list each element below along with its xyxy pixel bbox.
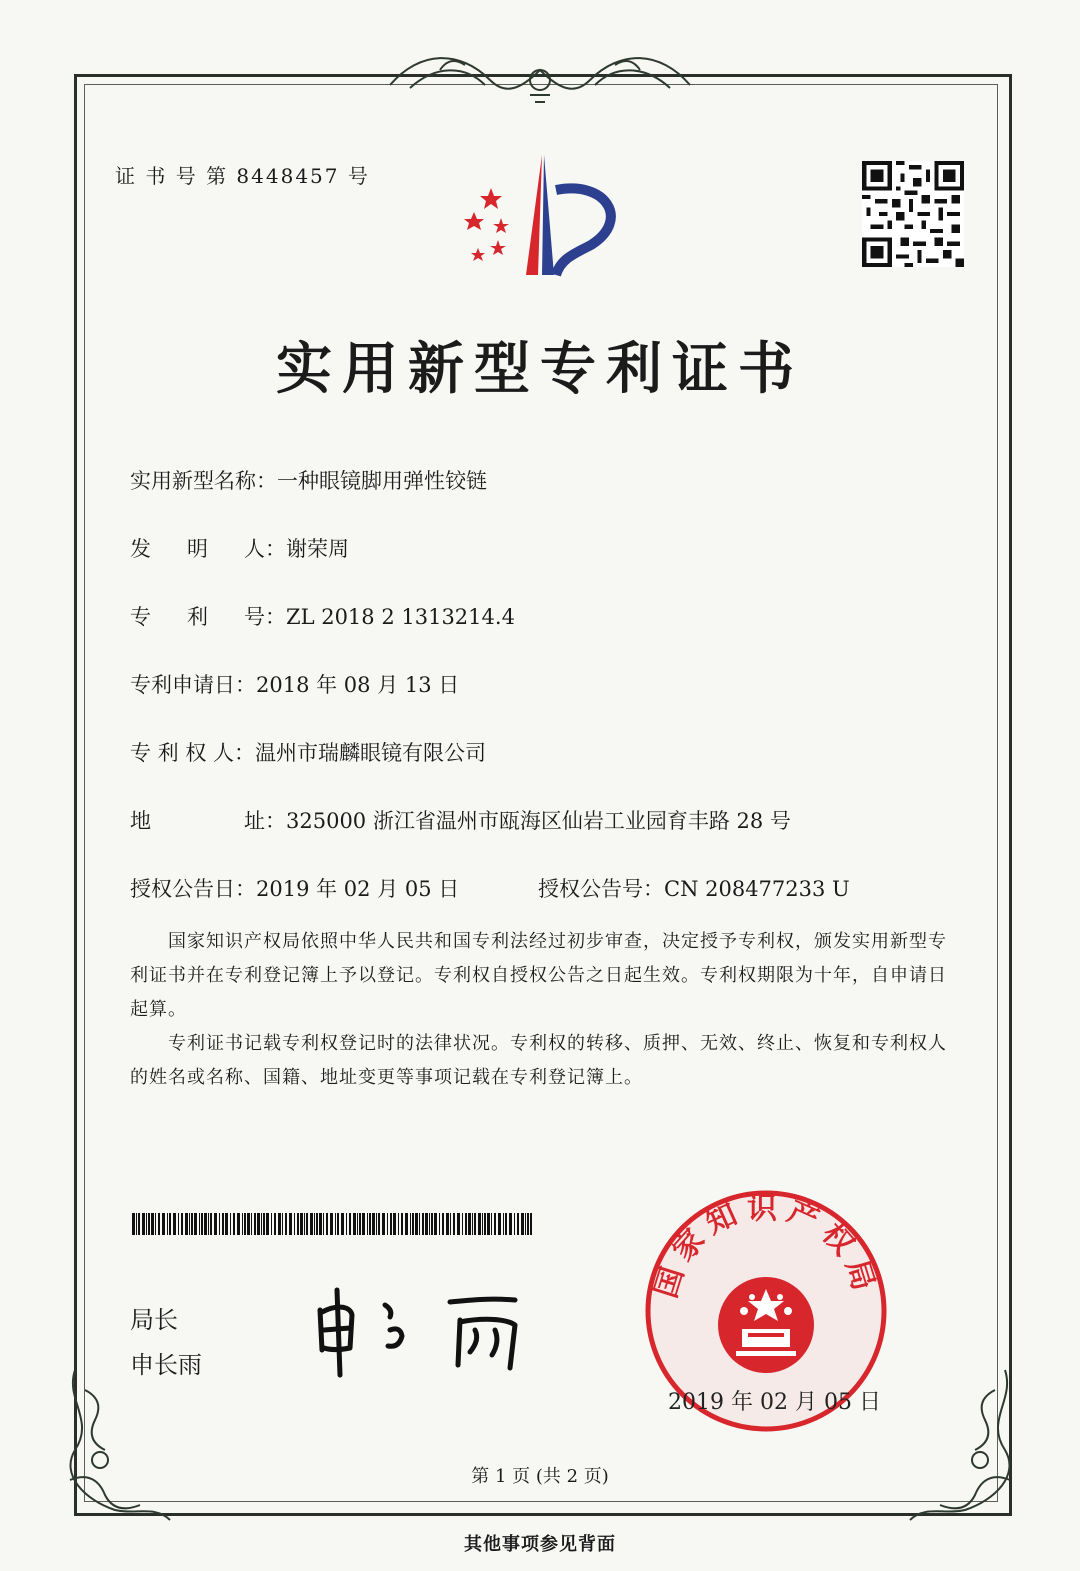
legal-text bbox=[130, 925, 950, 1095]
label-char: 发 bbox=[130, 537, 151, 561]
field-label: 授权公告日： bbox=[130, 877, 256, 901]
label-char: 址 bbox=[244, 809, 265, 833]
top-ornament-icon bbox=[380, 40, 700, 110]
field-label: 专 利 权 人： bbox=[130, 741, 256, 765]
legal-paragraph: 国家知识产权局依照中华人民共和国专利法经过初步审查，决定授予专利权，颁发实用新型专利证书并在专利登记簿上予以登记。专利权自授权公告之日起生效。专利权期限为十年，自申请日起算。 bbox=[130, 931, 947, 1020]
field-value: 温州市瑞麟眼镜有限公司 bbox=[255, 741, 487, 765]
legal-paragraph: 专利证书记载专利权登记时的法律状况。专利权的转移、质押、无效、终止、恢复和专利权人的姓名或名称、国籍、地址变更等事项记载在专利登记簿上。 bbox=[130, 1033, 947, 1088]
field-filing-date bbox=[130, 669, 459, 699]
field-patentee bbox=[130, 737, 486, 767]
field-label bbox=[130, 805, 265, 835]
field-value: 2019 年 02 月 05 日 bbox=[256, 877, 460, 901]
field-patent-number bbox=[130, 601, 515, 631]
field-label: 专利申请日： bbox=[130, 673, 256, 697]
handwritten-signature-icon bbox=[310, 1280, 550, 1380]
field-value: 谢荣周 bbox=[286, 537, 349, 561]
label-colon: ： bbox=[265, 809, 286, 833]
label-char: 明 bbox=[187, 537, 208, 561]
page-number: 第 1 页 (共 2 页) bbox=[471, 1466, 609, 1487]
field-value: ZL 2018 2 1313214.4 bbox=[286, 605, 515, 629]
field-label bbox=[130, 533, 265, 563]
label-char: 号 bbox=[244, 605, 265, 629]
field-grant-date bbox=[130, 873, 459, 903]
signatory-name: 申长雨 bbox=[130, 1351, 202, 1379]
field-value: CN 208477233 U bbox=[664, 877, 850, 901]
field-address bbox=[130, 805, 791, 835]
certificate-number: 证 书 号 第 8448457 号 bbox=[115, 164, 370, 188]
label-char: 人 bbox=[244, 537, 265, 561]
certificate-title: 实用新型专利证书 bbox=[276, 337, 804, 402]
field-utility-model-name bbox=[130, 465, 487, 495]
field-value: 325000 浙江省温州市瓯海区仙岩工业园育丰路 28 号 bbox=[286, 809, 791, 833]
svg-text:国家知识产权局: 国家知识产权局 bbox=[648, 1191, 884, 1303]
signatory-title: 局长 bbox=[130, 1306, 178, 1334]
label-colon: ： bbox=[265, 605, 286, 629]
field-grant-publication-number bbox=[538, 873, 850, 903]
field-label bbox=[130, 601, 265, 631]
barcode-icon bbox=[132, 1213, 532, 1235]
field-label: 实用新型名称： bbox=[130, 469, 277, 493]
corner-ornament-right-icon bbox=[895, 1360, 1025, 1530]
seal-date: 2019 年 02 月 05 日 bbox=[668, 1390, 881, 1415]
field-label: 授权公告号： bbox=[538, 877, 664, 901]
label-char: 利 bbox=[187, 605, 208, 629]
field-inventor bbox=[130, 533, 349, 563]
footer-note: 其他事项参见背面 bbox=[464, 1534, 616, 1555]
cnipa-emblem-icon bbox=[456, 150, 621, 280]
corner-ornament-left-icon bbox=[55, 1360, 185, 1530]
field-value: 2018 年 08 月 13 日 bbox=[256, 673, 460, 697]
label-char: 专 bbox=[130, 605, 151, 629]
label-char: 地 bbox=[130, 809, 151, 833]
label-colon: ： bbox=[265, 537, 286, 561]
field-value: 一种眼镜脚用弹性铰链 bbox=[277, 469, 487, 493]
qr-code-icon bbox=[862, 160, 964, 268]
